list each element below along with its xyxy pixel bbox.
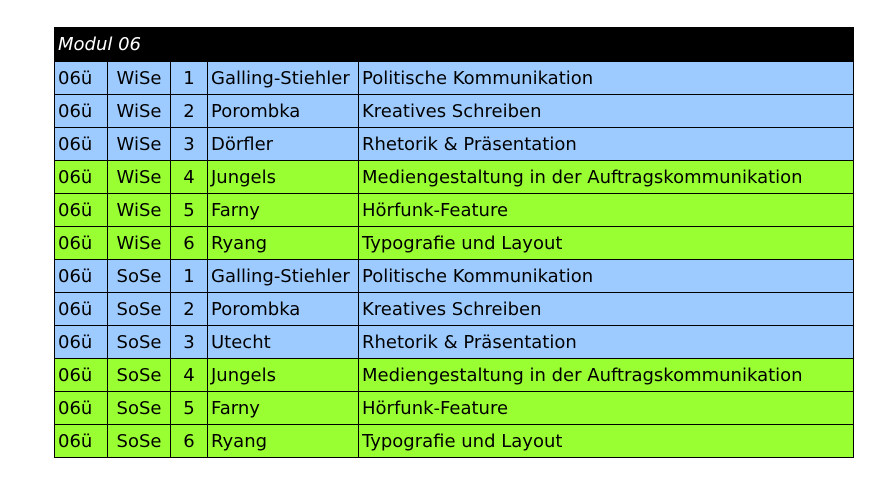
cell-number: 5 — [171, 194, 208, 227]
table-row — [55, 392, 854, 425]
cell-course: Kreatives Schreiben — [359, 293, 854, 326]
cell-lecturer: Porombka — [208, 293, 359, 326]
cell-code: 06ü — [55, 392, 108, 425]
cell-semester: WiSe — [108, 95, 171, 128]
table-row — [55, 62, 854, 95]
cell-code: 06ü — [55, 161, 108, 194]
table-row — [55, 359, 854, 392]
cell-semester: SoSe — [108, 260, 171, 293]
cell-lecturer: Farny — [208, 392, 359, 425]
cell-code: 06ü — [55, 260, 108, 293]
cell-course: Typografie und Layout — [359, 227, 854, 260]
table-row — [55, 293, 854, 326]
cell-lecturer: Farny — [208, 194, 359, 227]
cell-course: Hörfunk-Feature — [359, 194, 854, 227]
cell-number: 2 — [171, 293, 208, 326]
cell-course: Rhetorik & Präsentation — [359, 326, 854, 359]
cell-semester: WiSe — [108, 194, 171, 227]
cell-lecturer: Galling-Stiehler — [208, 62, 359, 95]
cell-semester: WiSe — [108, 227, 171, 260]
cell-number: 1 — [171, 260, 208, 293]
cell-semester: SoSe — [108, 359, 171, 392]
module-table — [54, 27, 854, 458]
table-row — [55, 227, 854, 260]
cell-course: Rhetorik & Präsentation — [359, 128, 854, 161]
cell-lecturer: Porombka — [208, 95, 359, 128]
table-body — [55, 28, 854, 458]
cell-semester: SoSe — [108, 293, 171, 326]
cell-semester: WiSe — [108, 62, 171, 95]
cell-course: Politische Kommunikation — [359, 62, 854, 95]
cell-number: 2 — [171, 95, 208, 128]
cell-code: 06ü — [55, 194, 108, 227]
module-title: Modul 06 — [55, 28, 854, 62]
cell-code: 06ü — [55, 425, 108, 458]
cell-lecturer: Jungels — [208, 161, 359, 194]
cell-lecturer: Ryang — [208, 227, 359, 260]
table-title-row — [55, 28, 854, 62]
cell-semester: WiSe — [108, 161, 171, 194]
cell-number: 1 — [171, 62, 208, 95]
table-row — [55, 95, 854, 128]
cell-number: 6 — [171, 425, 208, 458]
cell-code: 06ü — [55, 62, 108, 95]
table-row — [55, 425, 854, 458]
table-row — [55, 128, 854, 161]
cell-lecturer: Jungels — [208, 359, 359, 392]
cell-semester: SoSe — [108, 392, 171, 425]
cell-course: Mediengestaltung in der Auftragskommunikation — [359, 359, 854, 392]
cell-course: Hörfunk-Feature — [359, 392, 854, 425]
cell-code: 06ü — [55, 326, 108, 359]
table-row — [55, 194, 854, 227]
cell-lecturer: Utecht — [208, 326, 359, 359]
cell-code: 06ü — [55, 95, 108, 128]
cell-course: Mediengestaltung in der Auftragskommunikation — [359, 161, 854, 194]
cell-number: 3 — [171, 128, 208, 161]
cell-lecturer: Dörfler — [208, 128, 359, 161]
cell-course: Typografie und Layout — [359, 425, 854, 458]
cell-lecturer: Ryang — [208, 425, 359, 458]
cell-lecturer: Galling-Stiehler — [208, 260, 359, 293]
cell-course: Kreatives Schreiben — [359, 95, 854, 128]
cell-semester: WiSe — [108, 128, 171, 161]
table-row — [55, 161, 854, 194]
cell-code: 06ü — [55, 227, 108, 260]
cell-code: 06ü — [55, 128, 108, 161]
cell-number: 4 — [171, 359, 208, 392]
cell-code: 06ü — [55, 293, 108, 326]
cell-code: 06ü — [55, 359, 108, 392]
cell-semester: SoSe — [108, 425, 171, 458]
cell-number: 6 — [171, 227, 208, 260]
cell-number: 5 — [171, 392, 208, 425]
cell-course: Politische Kommunikation — [359, 260, 854, 293]
table-row — [55, 260, 854, 293]
cell-number: 4 — [171, 161, 208, 194]
table-row — [55, 326, 854, 359]
cell-semester: SoSe — [108, 326, 171, 359]
cell-number: 3 — [171, 326, 208, 359]
